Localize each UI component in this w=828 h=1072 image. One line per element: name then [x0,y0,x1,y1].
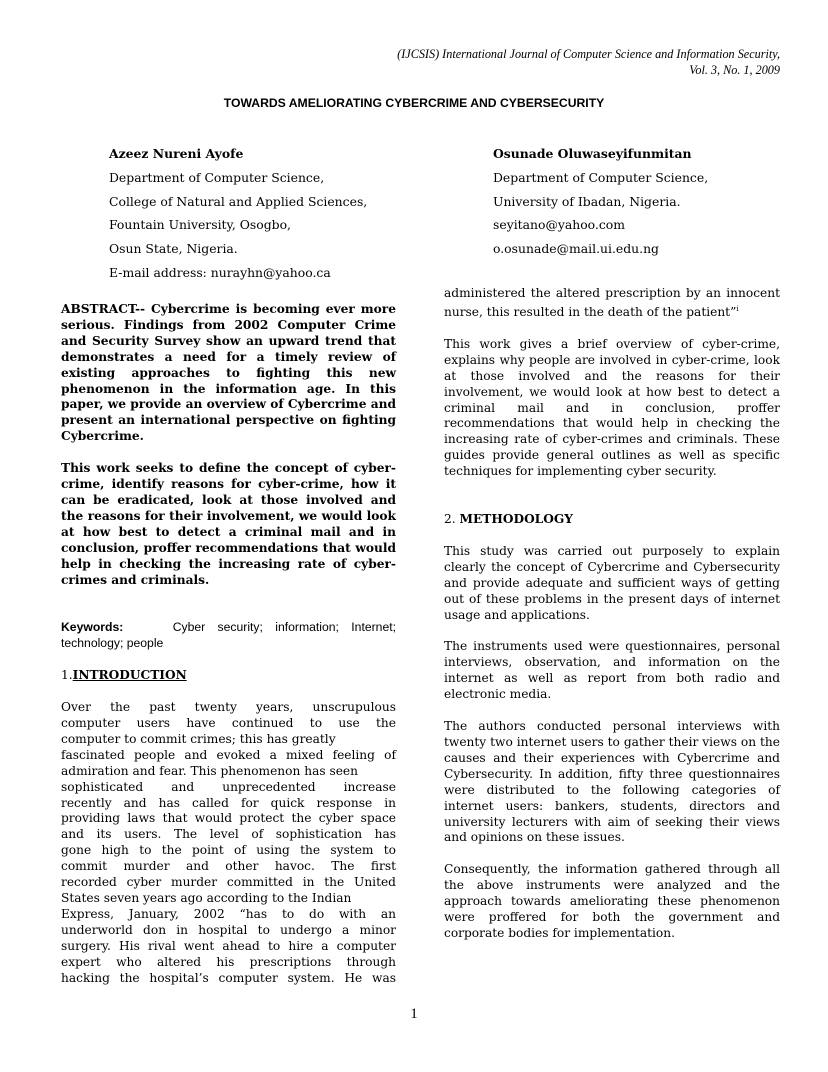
introduction-paragraph [61,700,396,986]
page-number: 1 [410,1006,418,1022]
section-number: 2. [444,512,460,527]
footnote-marker: i [736,304,739,313]
journal-header-line-1: (IJCSIS) International Journal of Computer Science and Information Security, [397,47,780,61]
author-email: E-mail address: nurayhn@yahoo.ca [109,264,331,280]
text-line: sophisticated and unprecedented increase [61,779,396,794]
keywords-text: Cyber security; information; Internet; technology; people [61,620,396,651]
journal-header [397,47,780,78]
left-column [61,302,396,986]
methodology-paragraph: Consequently, the information gathered through all the above instruments were analyzed and the approach towards ameliorating these phenomenon were proffered for both the government and corporate bodies for implementation. [444,862,780,940]
text-line: States seven years ago according to the Indian [61,891,352,905]
section-number: 1. [61,668,73,683]
text-line: underworld don in hospital to undergo a minor [61,922,396,937]
section-title: INTRODUCTION [72,668,187,683]
author-block-1 [109,142,367,285]
text-line: hacking the hospital’s computer system. He was [61,970,396,985]
continued-paragraph [444,286,780,321]
journal-header-line-2: Vol. 3, No. 1, 2009 [689,62,780,77]
overview-paragraph: This work gives a brief overview of cyber-crime, explains why people are involved in cyber-crime, look at those involved and the reasons for their involvement, we would look at how best to detect a criminal mail and in conclusion, proffer recommendations that would help in checking the increasing rate of cyber-crimes and criminals. These guides provide general outlines as well as specific techniques for implementing cyber security. [444,336,780,479]
text-line: providing laws that would protect the cyber space [61,811,396,826]
text-line: recorded cyber murder committed in the United [61,875,396,890]
text-line: computer users have continued to use the [61,716,396,731]
section-title: METHODOLOGY [459,512,573,527]
section-heading [444,512,780,528]
author-affiliation-line: Osun State, Nigeria. [109,241,238,257]
keywords [61,620,396,652]
author-email: seyitano@yahoo.com [493,217,626,233]
author-affiliation-line: College of Natural and Applied Sciences, [109,193,368,209]
abstract-paragraph: ABSTRACT-- Cybercrime is becoming ever more serious. Findings from 2002 Computer Crime and Security Survey show an upward trend that demonstrates a need for a timely review of existing approaches to fighting this new phenomenon in the information age. In this paper, we provide an overview of Cybercrime and present an international perspective on fighting Cybercrime. [61,302,396,444]
text-line: admiration and fear. This phenomenon has seen [61,763,358,778]
text-line: Express, January, 2002 “has to do with an [61,906,396,921]
right-column [444,286,780,942]
keywords-label: Keywords: [61,620,124,635]
text-line: computer to commit crimes; this has greatly [61,731,336,746]
author-affiliation-line: Fountain University, Osogbo, [109,217,291,233]
text-line: and its users. The level of sophistication has [61,827,396,842]
author-affiliation-line: Department of Computer Science, [109,169,325,185]
text-line: commit murder and other havoc. The first [61,859,396,874]
methodology-paragraph: This study was carried out purposely to explain clearly the concept of Cybercrime and Cybersecurity and provide adequate and sufficient ways of getting out of these problems in the present days of internet usage and applications. [444,543,780,622]
paper-title: TOWARDS AMELIORATING CYBERCRIME AND CYBERSECURITY [223,96,605,110]
section-heading [61,668,396,684]
author-name: Azeez Nureni Ayofe [109,146,244,161]
methodology-paragraph: The authors conducted personal interviews with twenty two internet users to gather their views on the causes and their experiences with Cybercrime and Cybersecurity. In addition, fifty three questionnaires were distributed to the following categories of internet users: bankers, students, directors and university lecturers with aim of seeking their views and opinions on these issues. [444,719,780,845]
text-line: fascinated people and evoked a mixed feeling of [61,747,396,762]
author-email: o.osunade@mail.ui.edu.ng [493,241,659,257]
methodology-paragraph: The instruments used were questionnaires, personal interviews, observation, and information on the internet as well as report from both radio and electronic media. [444,639,780,702]
text-line: surgery. His rival went ahead to hire a computer [61,938,396,953]
abstract-paragraph: This work seeks to define the concept of cyber-crime, identify reasons for cyber-crime, how it can be eradicated, look at those involved and the reasons for their involvement, we would look at how best to detect a criminal mail and in conclusion, proffer recommendations that would help in checking the increasing rate of cyber-crimes and criminals. [61,461,396,587]
author-block-2 [493,142,708,261]
text-line: Over the past twenty years, unscrupulous [61,700,396,715]
continued-text: administered the altered prescription by an innocent nurse, this resulted in the death of the patient” [444,286,780,319]
text-line: recently and has called for quick response in [61,795,396,810]
author-affiliation-line: University of Ibadan, Nigeria. [493,193,681,209]
text-line: expert who altered his prescriptions through [61,954,396,969]
author-name: Osunade Oluwaseyifunmitan [493,146,692,161]
author-affiliation-line: Department of Computer Science, [493,169,709,185]
text-line: gone high to the point of using the system to [61,843,396,858]
